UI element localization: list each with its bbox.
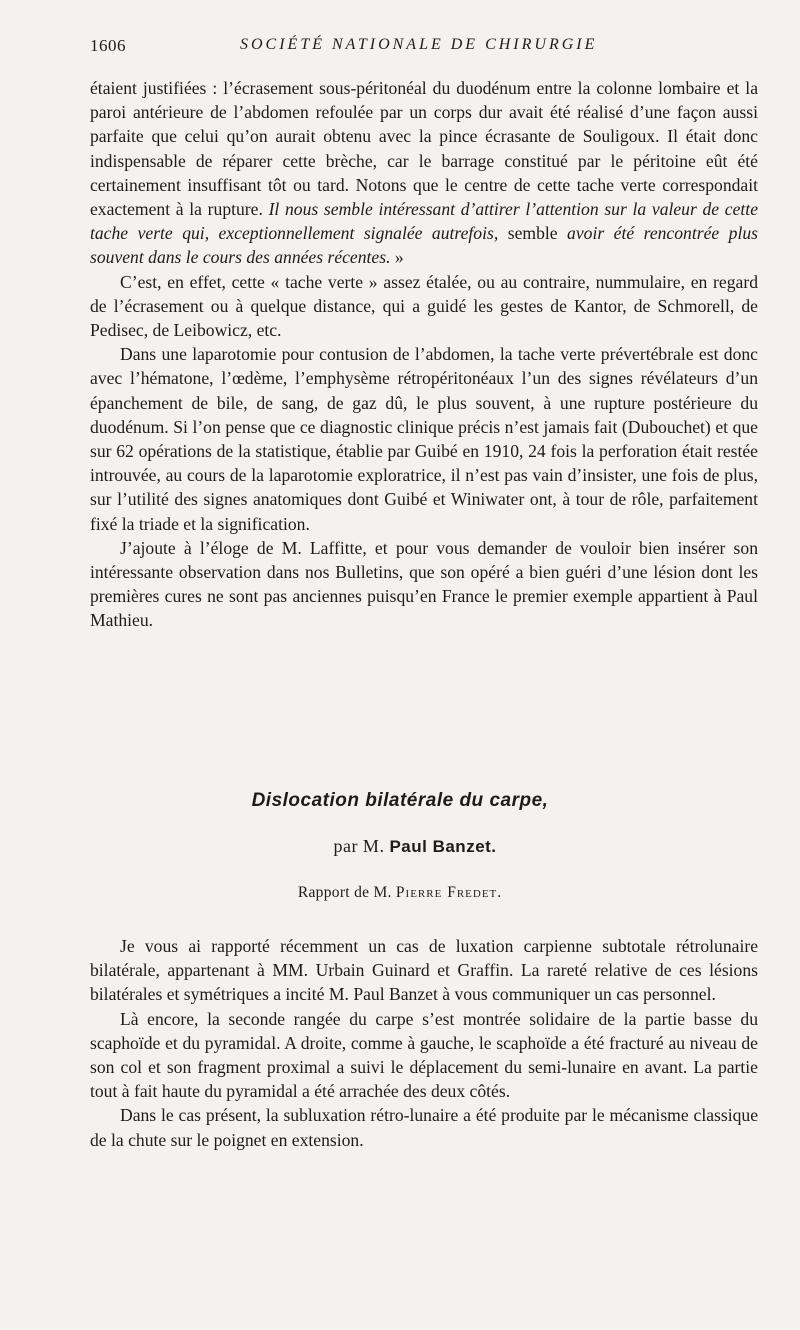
paragraph: J’ajoute à l’éloge de M. Laffitte, et pour vous demander de vouloir bien insérer son intéressante observation dans nos Bulletins, que son opéré a bien guéri d’une lésion dont les premières cures ne sont pas anciennes puisqu’en France le premier exemple appartient à Paul Mathieu.	[90, 537, 758, 631]
paragraph: Là encore, la seconde rangée du carpe s’est montrée solidaire de la partie basse du scaphoïde et du pyramidal. A droite, comme à gauche, le scaphoïde a été fracturé au niveau de son col et son fragment proximal a suivi le déplacement du semi-lunaire en avant. La partie tout à fait haute du pyramidal a été arrachée des deux côtés.	[90, 1008, 758, 1102]
paragraph-text: semble	[498, 223, 568, 244]
closing-quote: »	[390, 247, 404, 268]
reporter-name: Pierre Fredet.	[395, 884, 503, 901]
report-attribution	[0, 884, 800, 902]
byline-author: Paul Banzet.	[389, 837, 497, 856]
paragraph	[90, 76, 758, 270]
page-number: 1606	[90, 36, 126, 55]
paragraph: Je vous ai rapporté récemment un cas de luxation carpienne subtotale rétrolunaire bilatérale, appartenant à MM. Urbain Guinard et Graffin. La rareté relative de ces lésions bilatérales et symétriques a incité M. Paul Banzet à vous communiquer un cas personnel.	[90, 936, 758, 1005]
report-prefix: Rapport de M.	[297, 884, 392, 901]
paragraph: Dans une laparotomie pour contusion de l’abdomen, la tache verte prévertébrale est donc avec l’hématone, l’œdème, l’emphysème rétropéritonéaux l’un des signes révélateurs d’un épanchement de bile, de sang, de gaz dû, le plus souvent, à une rupture postérieure du duodénum. Si l’on pense que ce diagnostic clinique précis n’est jamais fait (Dubouchet) et que sur 62 opérations de la statistique, établie par Guibé en 1910, 24 fois la perforation était restée introuvée, au cours de la laparotomie exploratrice, il n’est pas vain d’insister, une fois de plus, sur l’utilité des signes anatomiques dont Guibé et Winiwater ont, à tour de rôle, parfaitement fixé la triade et la signification.	[90, 344, 758, 534]
running-title: SOCIÉTÉ NATIONALE DE CHIRURGIE	[240, 36, 598, 53]
paragraph: Dans le cas présent, la subluxation rétro-lunaire a été produite par le mécanisme classique de la chute sur le poignet en extension.	[90, 1105, 758, 1150]
article-title: Dislocation bilatérale du carpe,	[251, 790, 549, 811]
previous-report-section	[90, 76, 758, 633]
paragraph: C’est, en effet, cette « tache verte » assez étalée, ou au contraire, nummulaire, en regard de l’écrasement ou à quelque distance, qui a guidé les gestes de Kantor, de Schmorell, de Pedisec, de Leibowicz, etc.	[90, 271, 758, 341]
page-header	[90, 36, 760, 58]
article-byline	[0, 836, 800, 857]
emphasized-text: Il nous semble intéressant d’attirer l’attention sur la valeur de cette tache verte qui, exceptionnellement signalée autrefois,	[90, 199, 759, 244]
emphasized-text: avoir été rencontrée plus souvent dans le cours des années récentes.	[90, 223, 758, 268]
article-body	[90, 934, 758, 1152]
paragraph-text: étaient justifiées : l’écrasement sous-péritonéal du duodénum entre la colonne lombaire et la paroi antérieure de l’abdomen refoulée par un corps dur avait été réalisé d’une façon aussi parfaite que celui qu’on aurait obtenu avec la pince écrasante de Souligoux. Il était donc indispensable de réparer cette brèche, car le barrage constitué par le péritoine eût été certainement insuffisant tôt ou tard. Notons que le centre de cette tache verte correspondait exactement à la rupture.	[90, 78, 758, 220]
byline-prefix: par M.	[333, 836, 385, 856]
